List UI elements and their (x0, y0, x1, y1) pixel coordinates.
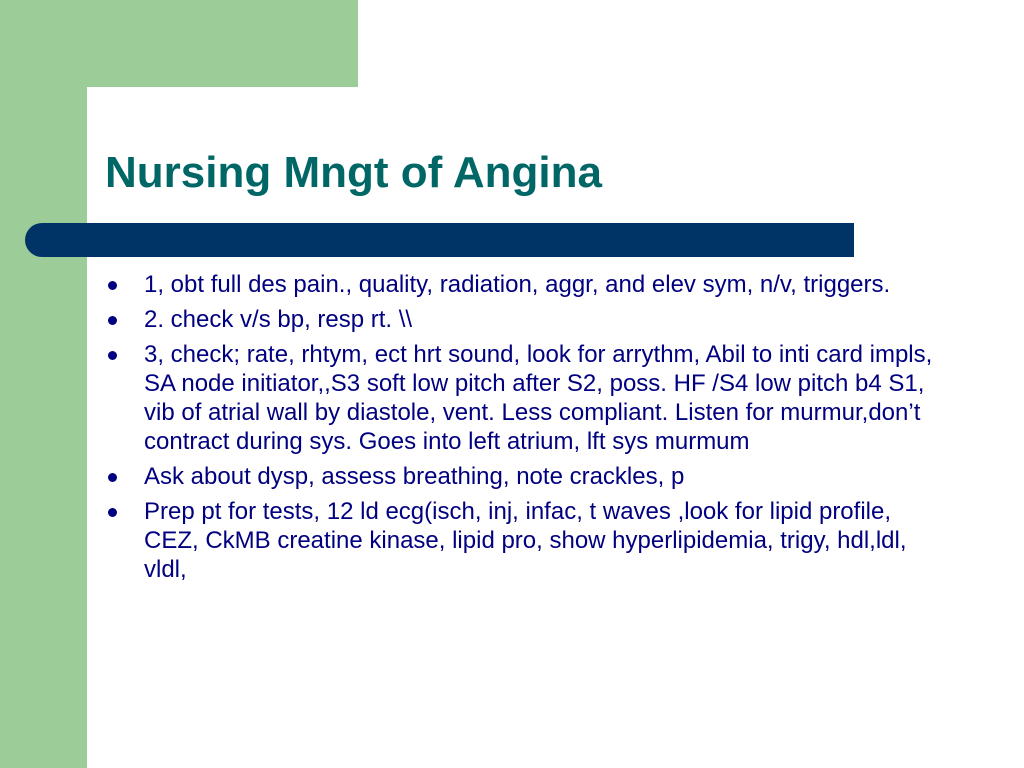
bullet-dot-icon (108, 351, 117, 360)
bullet-text: 3, check; rate, rhtym, ect hrt sound, look for arrythm, Abil to inti card impls, SA node initiator,,S3 soft low pitch after S2, poss. HF /S4 low pitch b4 S1, vib of atrial wall by diastole, vent. Less compliant. Listen for murmur,don’t contract during sys. Goes into left atrium, lft sys murmum (144, 341, 933, 455)
bullet-dot-icon (108, 316, 117, 325)
green-top-band (0, 0, 358, 87)
bullet-item (105, 340, 940, 456)
bullet-text: Prep pt for tests, 12 ld ecg(isch, inj, infac, t waves ,look for lipid profile, CEZ, CkMB creatine kinase, lipid pro, show hyperlipidemia, trigy, hdl,ldl, vldl, (144, 498, 907, 583)
bullet-text: 2. check v/s bp, resp rt. \\ (144, 306, 413, 333)
bullet-list (105, 270, 940, 590)
bullet-dot-icon (108, 281, 117, 290)
bullet-item (105, 270, 940, 299)
slide-title: Nursing Mngt of Angina (105, 148, 602, 197)
bullet-item (105, 497, 940, 584)
bullet-text: 1, obt full des pain., quality, radiation, aggr, and elev sym, n/v, triggers. (144, 271, 891, 298)
bullet-item (105, 462, 940, 491)
green-side-band (0, 0, 87, 768)
bullet-dot-icon (108, 473, 117, 482)
bullet-item (105, 305, 940, 334)
bullet-dot-icon (108, 508, 117, 517)
bullet-text: Ask about dysp, assess breathing, note crackles, p (144, 463, 685, 490)
title-underline-bar (25, 223, 854, 257)
